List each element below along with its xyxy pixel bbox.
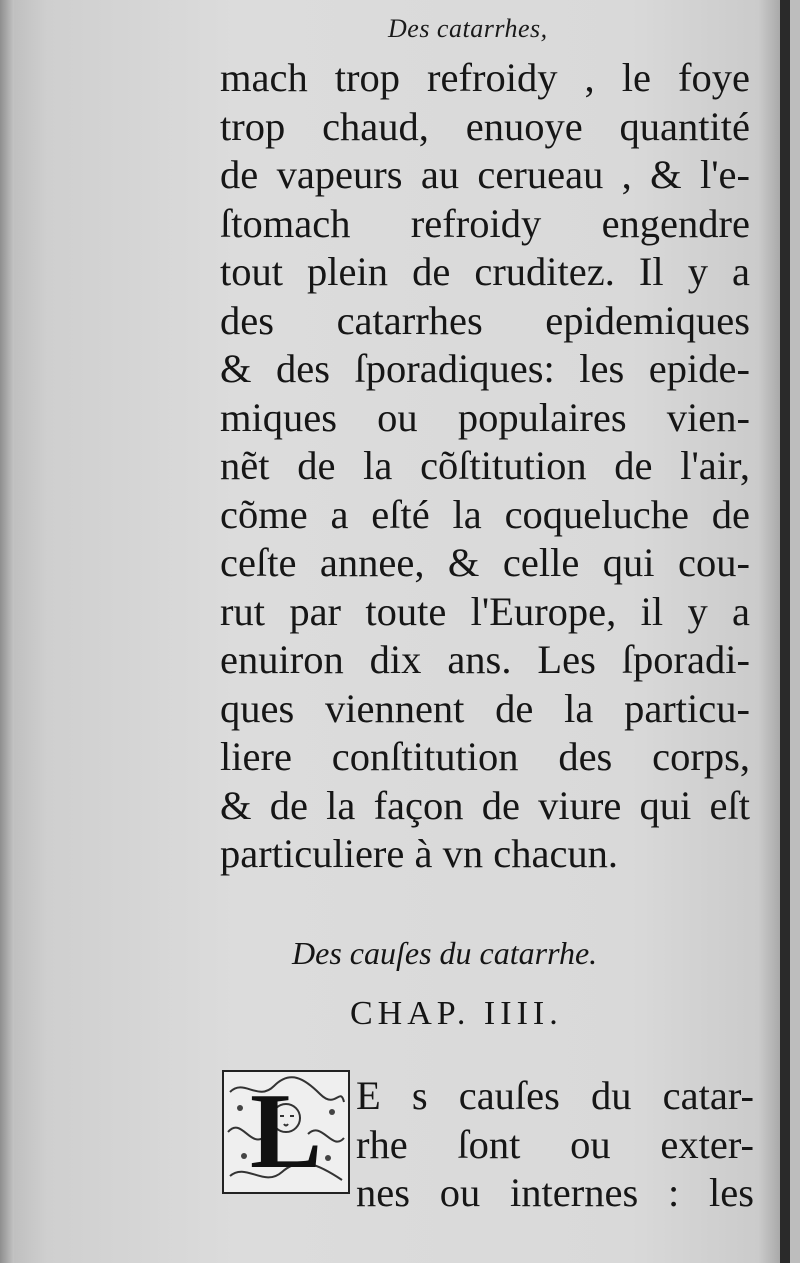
text-line: ceſte annee, & celle qui cou- xyxy=(220,540,750,585)
text-line: cõme a eſté la coqueluche de xyxy=(220,491,750,537)
text-line: & des ſporadiques: les epide- xyxy=(220,346,750,391)
text-line: nẽt de la cõſtitution de l'air, xyxy=(220,443,750,488)
chapter-text xyxy=(356,1072,754,1218)
text-line: rhe ſont ou exter- xyxy=(356,1121,754,1167)
text-line: nes ou internes : les xyxy=(356,1170,754,1215)
body-text xyxy=(220,54,750,879)
text-line: tout plein de cruditez. Il y a xyxy=(220,249,750,294)
text-line: E s cauſes du catar- xyxy=(356,1073,754,1118)
page-right-edge xyxy=(780,0,790,1263)
text-line: ques viennent de la particu- xyxy=(220,685,750,731)
text-line: & de la façon de viure qui eſt xyxy=(220,782,750,828)
text-line: liere conſtitution des corps, xyxy=(220,734,750,779)
section-title: Des cauſes du catarrhe. xyxy=(292,935,598,971)
text-line: de vapeurs au cerueau , & l'e- xyxy=(220,152,750,197)
text-line: des catarrhes epidemiques xyxy=(220,297,750,343)
text-line: mach trop refroidy , le foye xyxy=(220,55,750,100)
text-line: enuiron dix ans. Les ſporadi- xyxy=(220,637,750,682)
text-line: miques ou populaires vien- xyxy=(220,394,750,440)
text-line: rut par toute l'Europe, il y a xyxy=(220,588,750,634)
drop-cap-letter: L xyxy=(249,1072,323,1191)
chapter-heading: CHAP. IIII. xyxy=(350,995,563,1032)
page-gutter-shadow xyxy=(0,0,14,1263)
text-line: trop chaud, enuoye quantité xyxy=(220,103,750,149)
text-line: particuliere à vn chacun. xyxy=(220,831,619,876)
text-line: ſtomach refroidy engendre xyxy=(220,200,750,246)
ornamental-drop-cap xyxy=(222,1070,350,1194)
running-head: Des catarrhes, xyxy=(388,14,548,43)
